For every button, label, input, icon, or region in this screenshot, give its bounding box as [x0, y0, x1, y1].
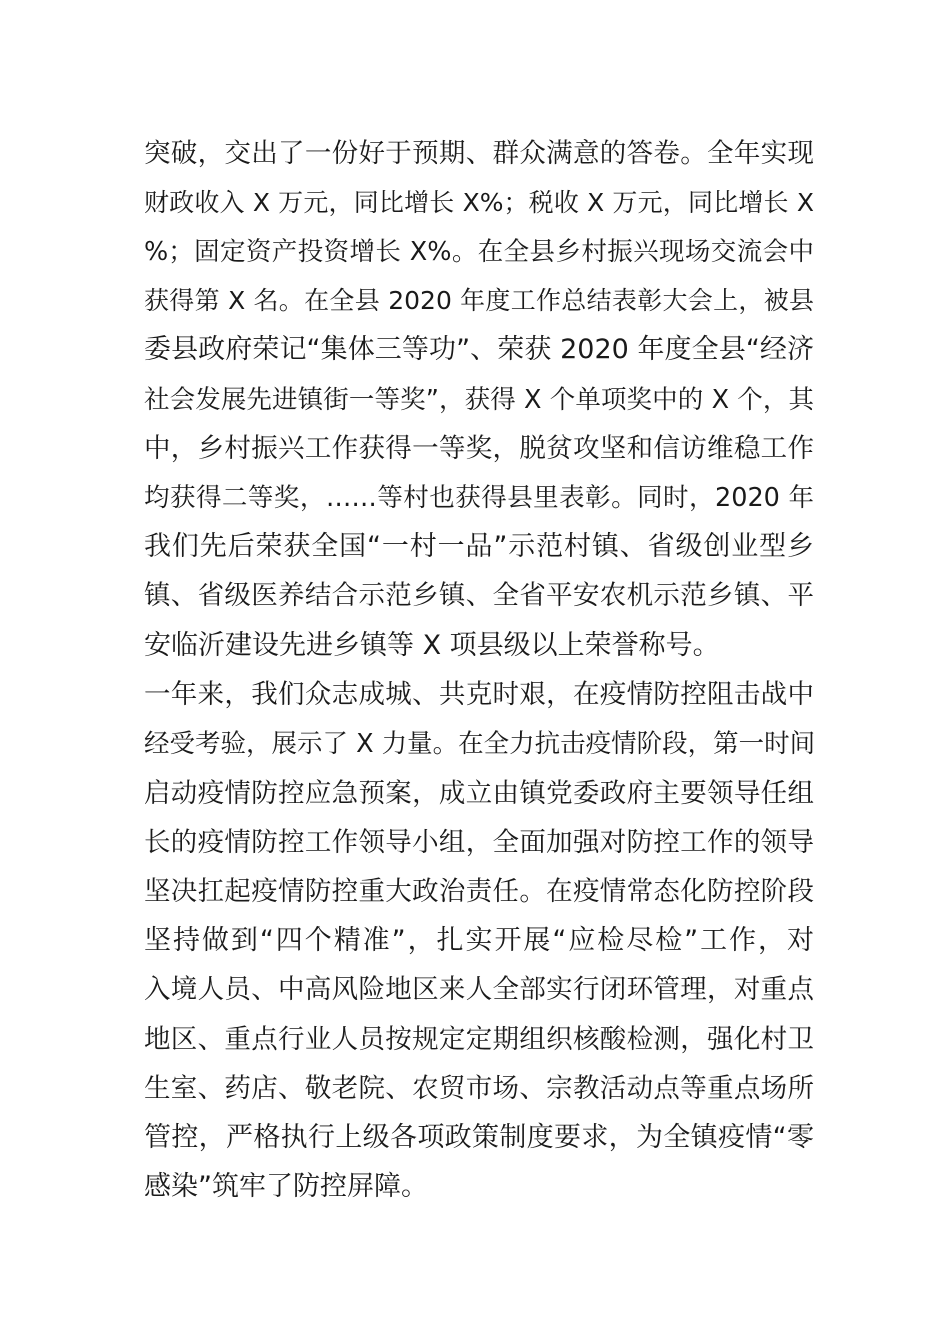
text-line: 坚持做到“四个精准”，扎实开展“应检尽检”工作，对 — [144, 925, 814, 956]
text-line: 地区、重点行业人员按规定定期组织核酸检测，强化村卫 — [144, 1024, 814, 1055]
text-line: 感染”筑牢了防控屏障。 — [144, 1171, 428, 1202]
text-line: 社会发展先进镇街一等奖”，获得 X 个单项奖中的 X 个，其 — [144, 385, 814, 415]
text-line: 镇、省级医养结合示范乡镇、全省平安农机示范乡镇、平 — [144, 580, 814, 611]
text-line: 获得第 X 名。在全县 2020 年度工作总结表彰大会上，被县 — [144, 286, 814, 315]
text-line: 经受考验，展示了 X 力量。在全力抗击疫情阶段，第一时间 — [144, 729, 816, 759]
text-line: 入境人员、中高风险地区来人全部实行闭环管理，对重点 — [144, 974, 814, 1005]
text-line: 中，乡村振兴工作获得一等奖，脱贫攻坚和信访维稳工作 — [144, 433, 814, 464]
text-line: 突破，交出了一份好于预期、群众满意的答卷。全年实现 — [144, 138, 814, 169]
text-line: 委县政府荣记“集体三等功”、荣获 2020 年度全县“经济 — [144, 334, 814, 365]
text-line: 我们先后荣获全国“一村一品”示范村镇、省级创业型乡 — [144, 531, 814, 562]
text-line: %；固定资产投资增长 X%。在全县乡村振兴现场交流会中 — [144, 237, 814, 267]
text-line: 管控，严格执行上级各项政策制度要求，为全镇疫情“零 — [144, 1122, 814, 1153]
text-line: 长的疫情防控工作领导小组，全面加强对防控工作的领导 — [144, 827, 814, 858]
text-line: 财政收入 X 万元，同比增长 X%；税收 X 万元，同比增长 X — [144, 188, 814, 217]
text-line: 安临沂建设先进乡镇等 X 项县级以上荣誉称号。 — [144, 630, 720, 661]
text-line: 生室、药店、敬老院、农贸市场、宗教活动点等重点场所 — [144, 1073, 814, 1104]
text-line: 启动疫情防控应急预案，成立由镇党委政府主要领导任组 — [144, 778, 814, 809]
text-line: 均获得二等奖，……等村也获得县里表彰。同时，2020 年 — [144, 483, 814, 513]
text-line: 一年来，我们众志成城、共克时艰，在疫情防控阻击战中 — [144, 679, 814, 710]
text-line: 坚决扛起疫情防控重大政治责任。在疫情常态化防控阶段 — [144, 876, 814, 907]
